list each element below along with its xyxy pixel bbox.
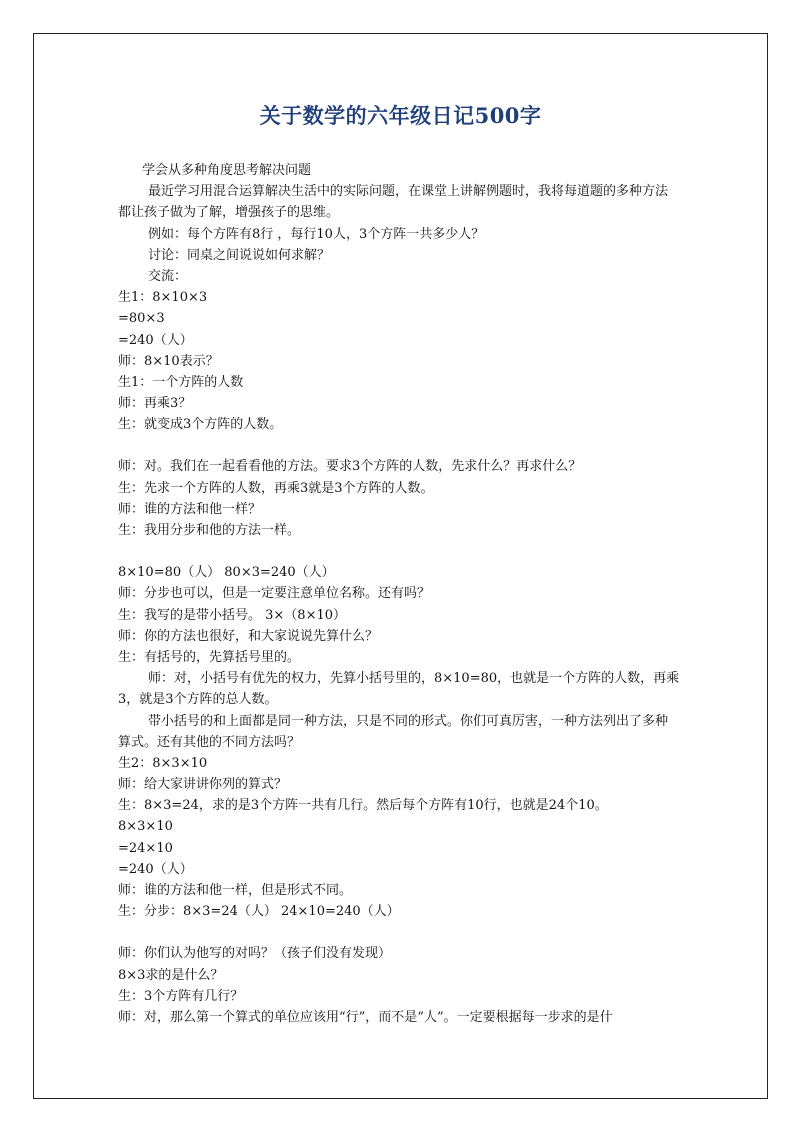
text-line: 生1：8×10×3: [118, 290, 208, 306]
text-line: 都让孩子做为了解，增强孩子的思维。: [118, 205, 340, 221]
text-line: =240（人）: [118, 332, 193, 348]
text-line: 8×3×10: [118, 819, 173, 835]
text-line: 交流：: [148, 268, 188, 284]
text-line: 最近学习用混合运算解决生活中的实际问题，在课堂上讲解例题时，我将每道题的多种方法: [148, 184, 669, 200]
text-line: =24×10: [118, 840, 173, 856]
text-line: 师：分步也可以，但是一定要注意单位名称。还有吗？: [118, 586, 431, 602]
text-line: 生：8×3=24，求的是3个方阵一共有几行。然后每个方阵有10行，也就是24个10。: [118, 798, 608, 814]
page-title: 关于数学的六年级日记500字: [259, 103, 542, 128]
text-line: 师：你的方法也很好，和大家说说先算什么？: [118, 628, 379, 644]
text-line: 8×10=80（人） 80×3=240（人）: [118, 565, 335, 581]
text-line: 讨论：同桌之间说说如何求解？: [148, 247, 331, 263]
text-line: 师：谁的方法和他一样，但是形式不同。: [118, 883, 353, 898]
blank-line: [118, 922, 684, 943]
text-line: 生：3个方阵有几行？: [118, 988, 244, 1004]
text-line: 生1：一个方阵的人数: [118, 374, 244, 390]
blank-line: [118, 541, 684, 562]
text-line: 生2：8×3×10: [118, 755, 208, 771]
text-line: 师：对。我们在一起看看他的方法。要求3个方阵的人数，先求什么？再求什么？: [118, 459, 582, 475]
text-line: 师：给大家讲讲你列的算式？: [118, 777, 288, 793]
text-line: =240（人）: [118, 861, 193, 877]
text-line: 算式。还有其他的不同方法吗？: [118, 734, 301, 750]
text-line: 8×3求的是什么？: [118, 967, 224, 983]
text-line: 师：对，那么第一个算式的单位应该用“行”，而不是“人”。一定要根据每一步求的是什: [118, 1009, 613, 1025]
text-line: 带小括号的和上面都是同一种方法，只是不同的形式。你们可真厉害，一种方法列出了多种: [148, 713, 669, 729]
text-line: 生：我写的是带小括号。 3×（8×10）: [118, 607, 347, 623]
text-line: 师：8×10表示？: [118, 353, 219, 369]
text-line: 师：再乘3？: [118, 396, 192, 412]
blank-line: [118, 435, 684, 456]
text-line: 生：就变成3个方阵的人数。: [118, 417, 283, 433]
text-line: 3，就是3个方阵的总人数。: [118, 692, 278, 708]
text-line: 生：分步：8×3=24（人） 24×10=240（人）: [118, 904, 400, 920]
document-body: [118, 160, 684, 1028]
text-line: 生：我用分步和他的方法一样。: [118, 523, 301, 538]
text-line: =80×3: [118, 311, 165, 327]
text-line: 生：有括号的，先算括号里的。: [118, 649, 301, 665]
text-line: 生：先求一个方阵的人数，再乘3就是3个方阵的人数。: [118, 480, 434, 496]
text-line: 例如：每个方阵有8行 ，每行10人，3个方阵一共多少人？: [148, 226, 485, 242]
text-line: 师：你们认为他写的对吗？（孩子们没有发现）: [118, 946, 392, 962]
text-line: 师：对，小括号有优先的权力，先算小括号里的，8×10=80，也就是一个方阵的人数，再乘: [148, 671, 680, 687]
text-line: 师：谁的方法和他一样？: [118, 501, 262, 517]
text-line: 学会从多种角度思考解决问题: [142, 163, 312, 178]
